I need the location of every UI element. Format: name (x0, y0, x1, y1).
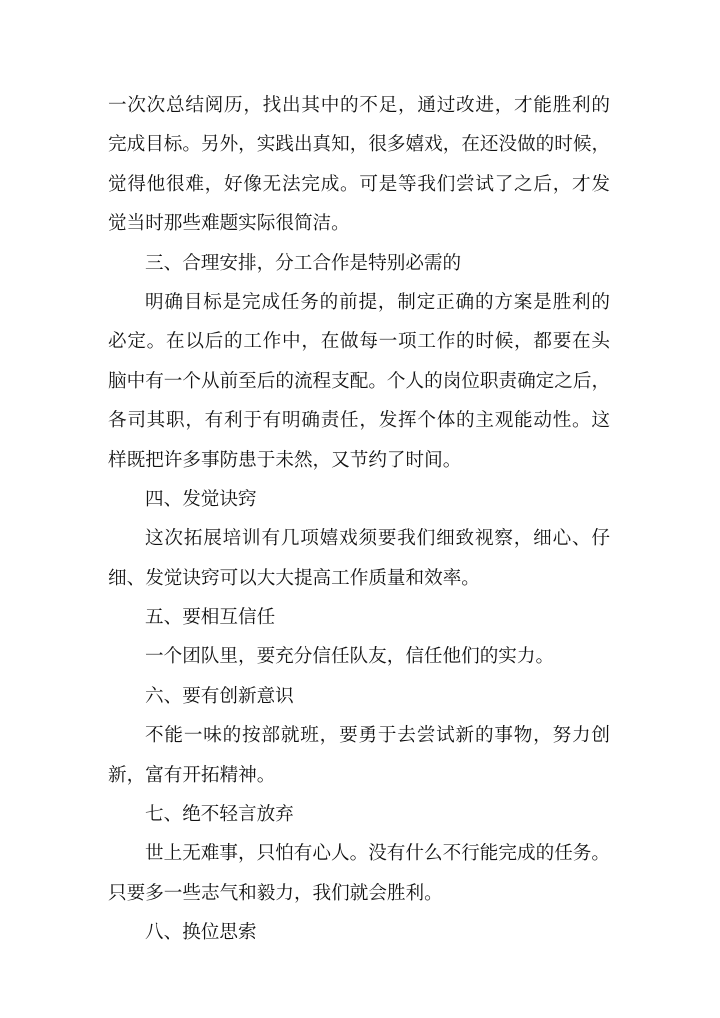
paragraph-line: 样既把许多事防患于未然，又节约了时间。 (108, 449, 462, 471)
paragraph-line: 细、发觉诀窍可以大大提高工作质量和效率。 (108, 567, 480, 589)
document-body (108, 86, 610, 953)
paragraph-line: 明确目标是完成任务的前提，制定正确的方案是胜利的 (145, 291, 610, 313)
section-heading: 五、要相互信任 (145, 607, 276, 629)
section-heading: 七、绝不轻言放弃 (145, 804, 294, 826)
paragraph-line: 脑中有一个从前至后的流程支配。个人的岗位职责确定之后， (108, 370, 611, 392)
section-heading: 八、换位思索 (145, 922, 257, 944)
paragraph-line: 世上无难事，只怕有心人。没有什么不行能完成的任务。 (145, 843, 610, 865)
paragraph-line: 只要多一些志气和毅力，我们就会胜利。 (108, 882, 443, 904)
section-heading: 六、要有创新意识 (145, 685, 294, 707)
paragraph-line: 一次次总结阅历，找出其中的不足，通过改进，才能胜利的 (108, 95, 610, 116)
paragraph-line: 不能一味的按部就班，要勇于去尝试新的事物，努力创 (145, 725, 610, 747)
paragraph-line: 各司其职，有利于有明确责任，发挥个体的主观能动性。这 (108, 410, 610, 432)
paragraph-line: 觉得他很难，好像无法完成。可是等我们尝试了之后，才发 (108, 173, 610, 195)
paragraph-line: 新，富有开拓精神。 (108, 764, 276, 786)
paragraph-line: 这次拓展培训有几项嬉戏须要我们细致视察，细心、仔 (145, 528, 610, 550)
paragraph-line: 一个团队里，要充分信任队友，信任他们的实力。 (145, 646, 555, 668)
paragraph-line: 完成目标。另外，实践出真知，很多嬉戏，在还没做的时候， (108, 134, 611, 156)
section-heading: 四、发觉诀窍 (145, 488, 257, 510)
section-heading: 三、合理安排，分工合作是特别必需的 (145, 252, 462, 274)
paragraph-line: 必定。在以后的工作中，在做每一项工作的时候，都要在头 (108, 331, 610, 353)
paragraph-line: 觉当时那些难题实际很简洁。 (108, 213, 350, 235)
